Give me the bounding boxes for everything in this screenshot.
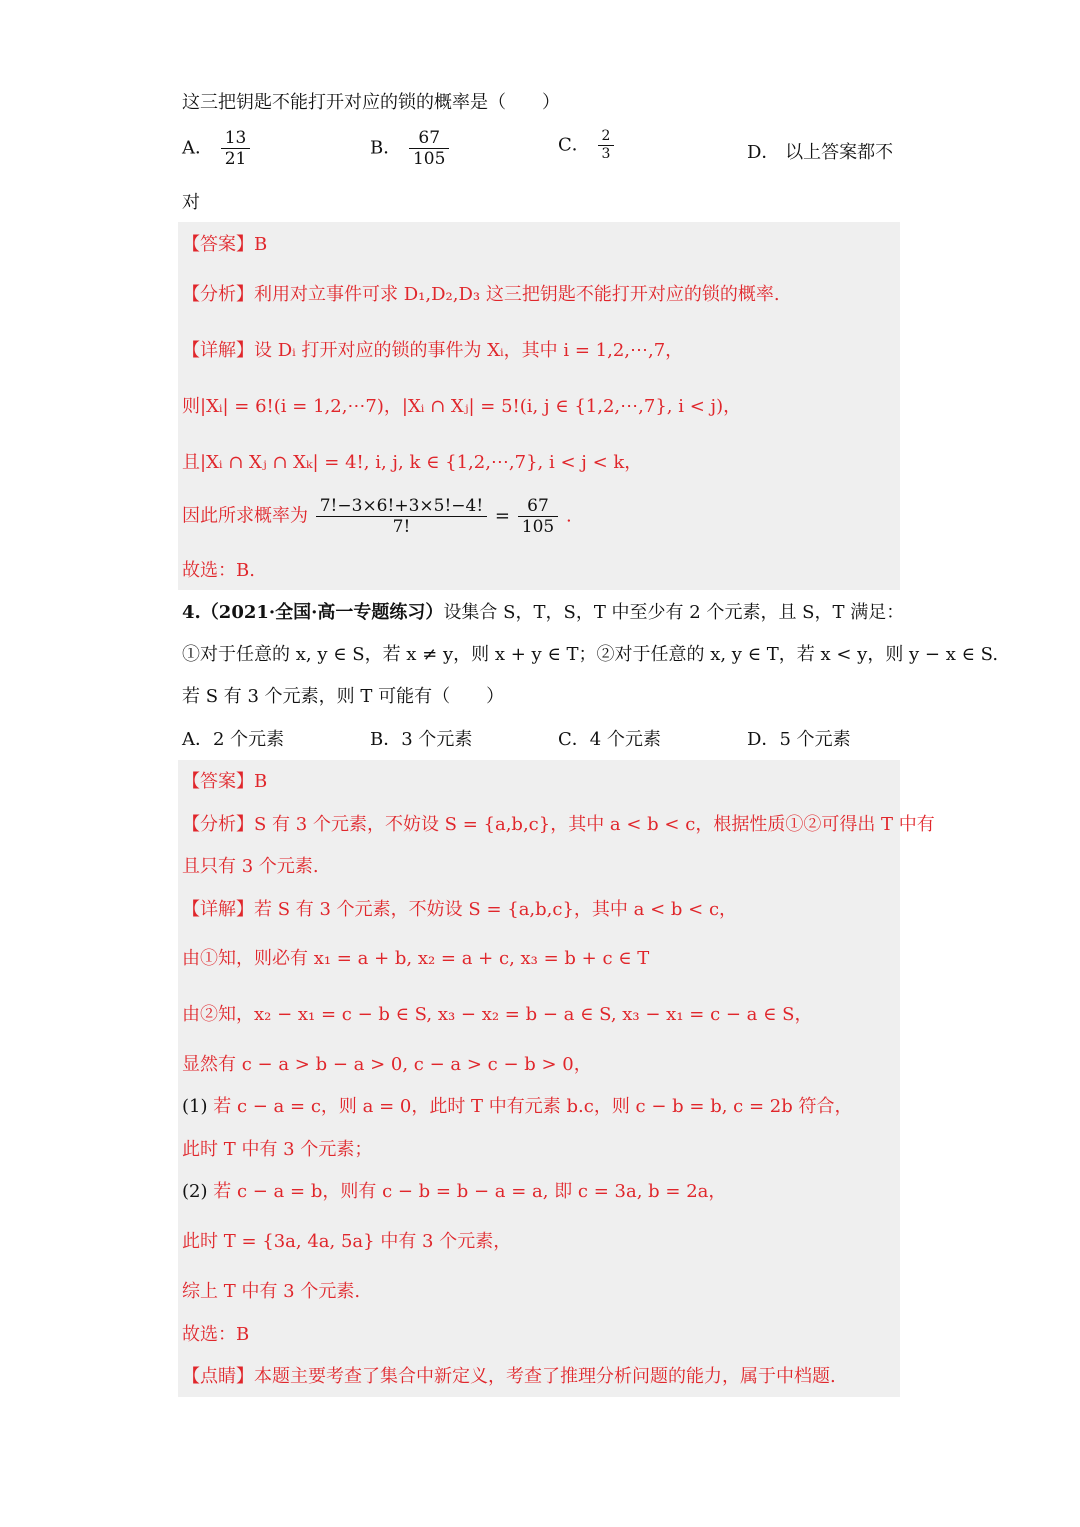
q3-detail-2: 则|Xᵢ| = 6!(i = 1,2,⋯7)，|Xᵢ ∩ Xⱼ| = 5!(i, j ∈ {1,2,⋯,7}, i < j)， (182, 396, 742, 417)
option-fraction: $\frac{67}{105}$ (409, 128, 449, 169)
equals-sign: = (494, 505, 511, 527)
detail-tag: 【详解】 (182, 340, 254, 361)
q4-detail-4: 显然有 c − a > b − a > 0, c − a > c − b > 0， (182, 1054, 592, 1075)
q4-option-c: C．4 个元素 (558, 729, 661, 750)
option-label: D． (747, 142, 780, 163)
q4-stem-1 (182, 600, 904, 626)
q4-analysis-2: 且只有 3 个元素. (182, 856, 319, 877)
result-fraction: $\frac{67}{105}$ (518, 496, 558, 537)
q4-detail-8: 此时 T = {3a, 4a, 5a} 中有 3 个元素， (182, 1231, 512, 1252)
q3-option-b (370, 128, 451, 169)
q4-choose: 故选：B (182, 1324, 250, 1345)
q4-analysis-1: 【分析】S 有 3 个元素，不妨设 S = {a,b,c}，其中 a < b < c，根据性质①②可得出 T 中有 (182, 814, 935, 835)
case-number: (1) (182, 1096, 208, 1117)
q3-answer: 【答案】B (182, 234, 268, 255)
case-number: (2) (182, 1181, 208, 1202)
q4-answer: 【答案】B (182, 771, 268, 792)
q3-analysis (182, 282, 780, 308)
q3-detail-1 (182, 338, 683, 364)
q3-choose: 故选：B. (182, 560, 255, 581)
q4-option-a: A．2 个元素 (182, 729, 285, 750)
option-label: B． (370, 137, 402, 159)
q4-detail-6: 此时 T 中有 3 个元素； (182, 1139, 373, 1160)
q4-option-b: B．3 个元素 (370, 729, 473, 750)
option-text: 以上答案都不 (785, 142, 894, 163)
q4-detail-2: 由①知，则必有 x₁ = a + b, x₂ = a + c, x₃ = b + c ∈ T (182, 948, 650, 969)
q4-stem-3: 若 S 有 3 个元素，则 T 可能有（ ） (182, 686, 505, 707)
analysis-tag: 【分析】 (182, 284, 254, 305)
q3-option-a (182, 128, 252, 169)
analysis-text: 利用对立事件可求 D₁,D₂,D₃ 这三把钥匙不能打开对应的锁的概率. (254, 284, 780, 305)
q3-option-c (558, 128, 616, 163)
option-fraction: $\frac{13}{21}$ (221, 128, 251, 169)
q4-stem-2: ①对于任意的 x, y ∈ S，若 x ≠ y，则 x + y ∈ T；②对于任意的 x, y ∈ T，若 x < y，则 y − x ∈ S. (182, 644, 999, 665)
q3-stem: 这三把钥匙不能打开对应的锁的概率是（ ） (182, 92, 560, 113)
stem-text: 设集合 S，T，S，T 中至少有 2 个元素，且 S，T 满足： (443, 602, 905, 623)
option-label: C． (558, 134, 590, 156)
q4-option-d: D．5 个元素 (747, 729, 851, 750)
option-fraction: $\frac{2}{3}$ (598, 128, 615, 163)
q4-detail-7 (182, 1179, 726, 1205)
q3-option-d-wrap: 对 (182, 192, 200, 213)
q3-detail-4: 因此所求概率为 $\frac{7!-3\times 6!+3\times 5!-4!}{7!}$ = $\frac{67}{105}$ . (182, 496, 572, 537)
q4-detail-3: 由②知，x₂ − x₁ = c − b ∈ S, x₃ − x₂ = b − a ∈ S, x₃ − x₁ = c − a ∈ S， (182, 1004, 813, 1025)
case-text: 若 c − a = c，则 a = 0，此时 T 中有元素 b.c，则 c − b = b, c = 2b 符合， (213, 1096, 853, 1117)
q4-comment: 【点睛】本题主要考查了集合中新定义，考查了推理分析问题的能力，属于中档题. (182, 1366, 836, 1387)
probability-fraction: $\frac{7!-3\times 6!+3\times 5!-4!}{7!}$ (316, 496, 487, 537)
q4-detail-9: 综上 T 中有 3 个元素. (182, 1281, 361, 1302)
q3-option-d (747, 140, 893, 166)
option-label: A． (182, 137, 213, 159)
question-number: 4. (182, 602, 201, 623)
q3-detail-3: 且|Xᵢ ∩ Xⱼ ∩ Xₖ| = 4!, i, j, k ∈ {1,2,⋯,7}, i < j < k， (182, 452, 643, 473)
detail-text: 设 Dᵢ 打开对应的锁的事件为 Xᵢ，其中 i = 1,2,⋯,7， (254, 340, 684, 361)
detail-prefix: 因此所求概率为 (182, 505, 308, 527)
q4-detail-5 (182, 1094, 852, 1120)
q4-detail-1: 【详解】若 S 有 3 个元素，不妨设 S = {a,b,c}，其中 a < b < c， (182, 899, 738, 920)
question-source: （2021·全国·高一专题练习） (200, 602, 444, 623)
case-text: 若 c − a = b，则有 c − b = b − a = a, 即 c = 3a, b = 2a， (213, 1181, 727, 1202)
